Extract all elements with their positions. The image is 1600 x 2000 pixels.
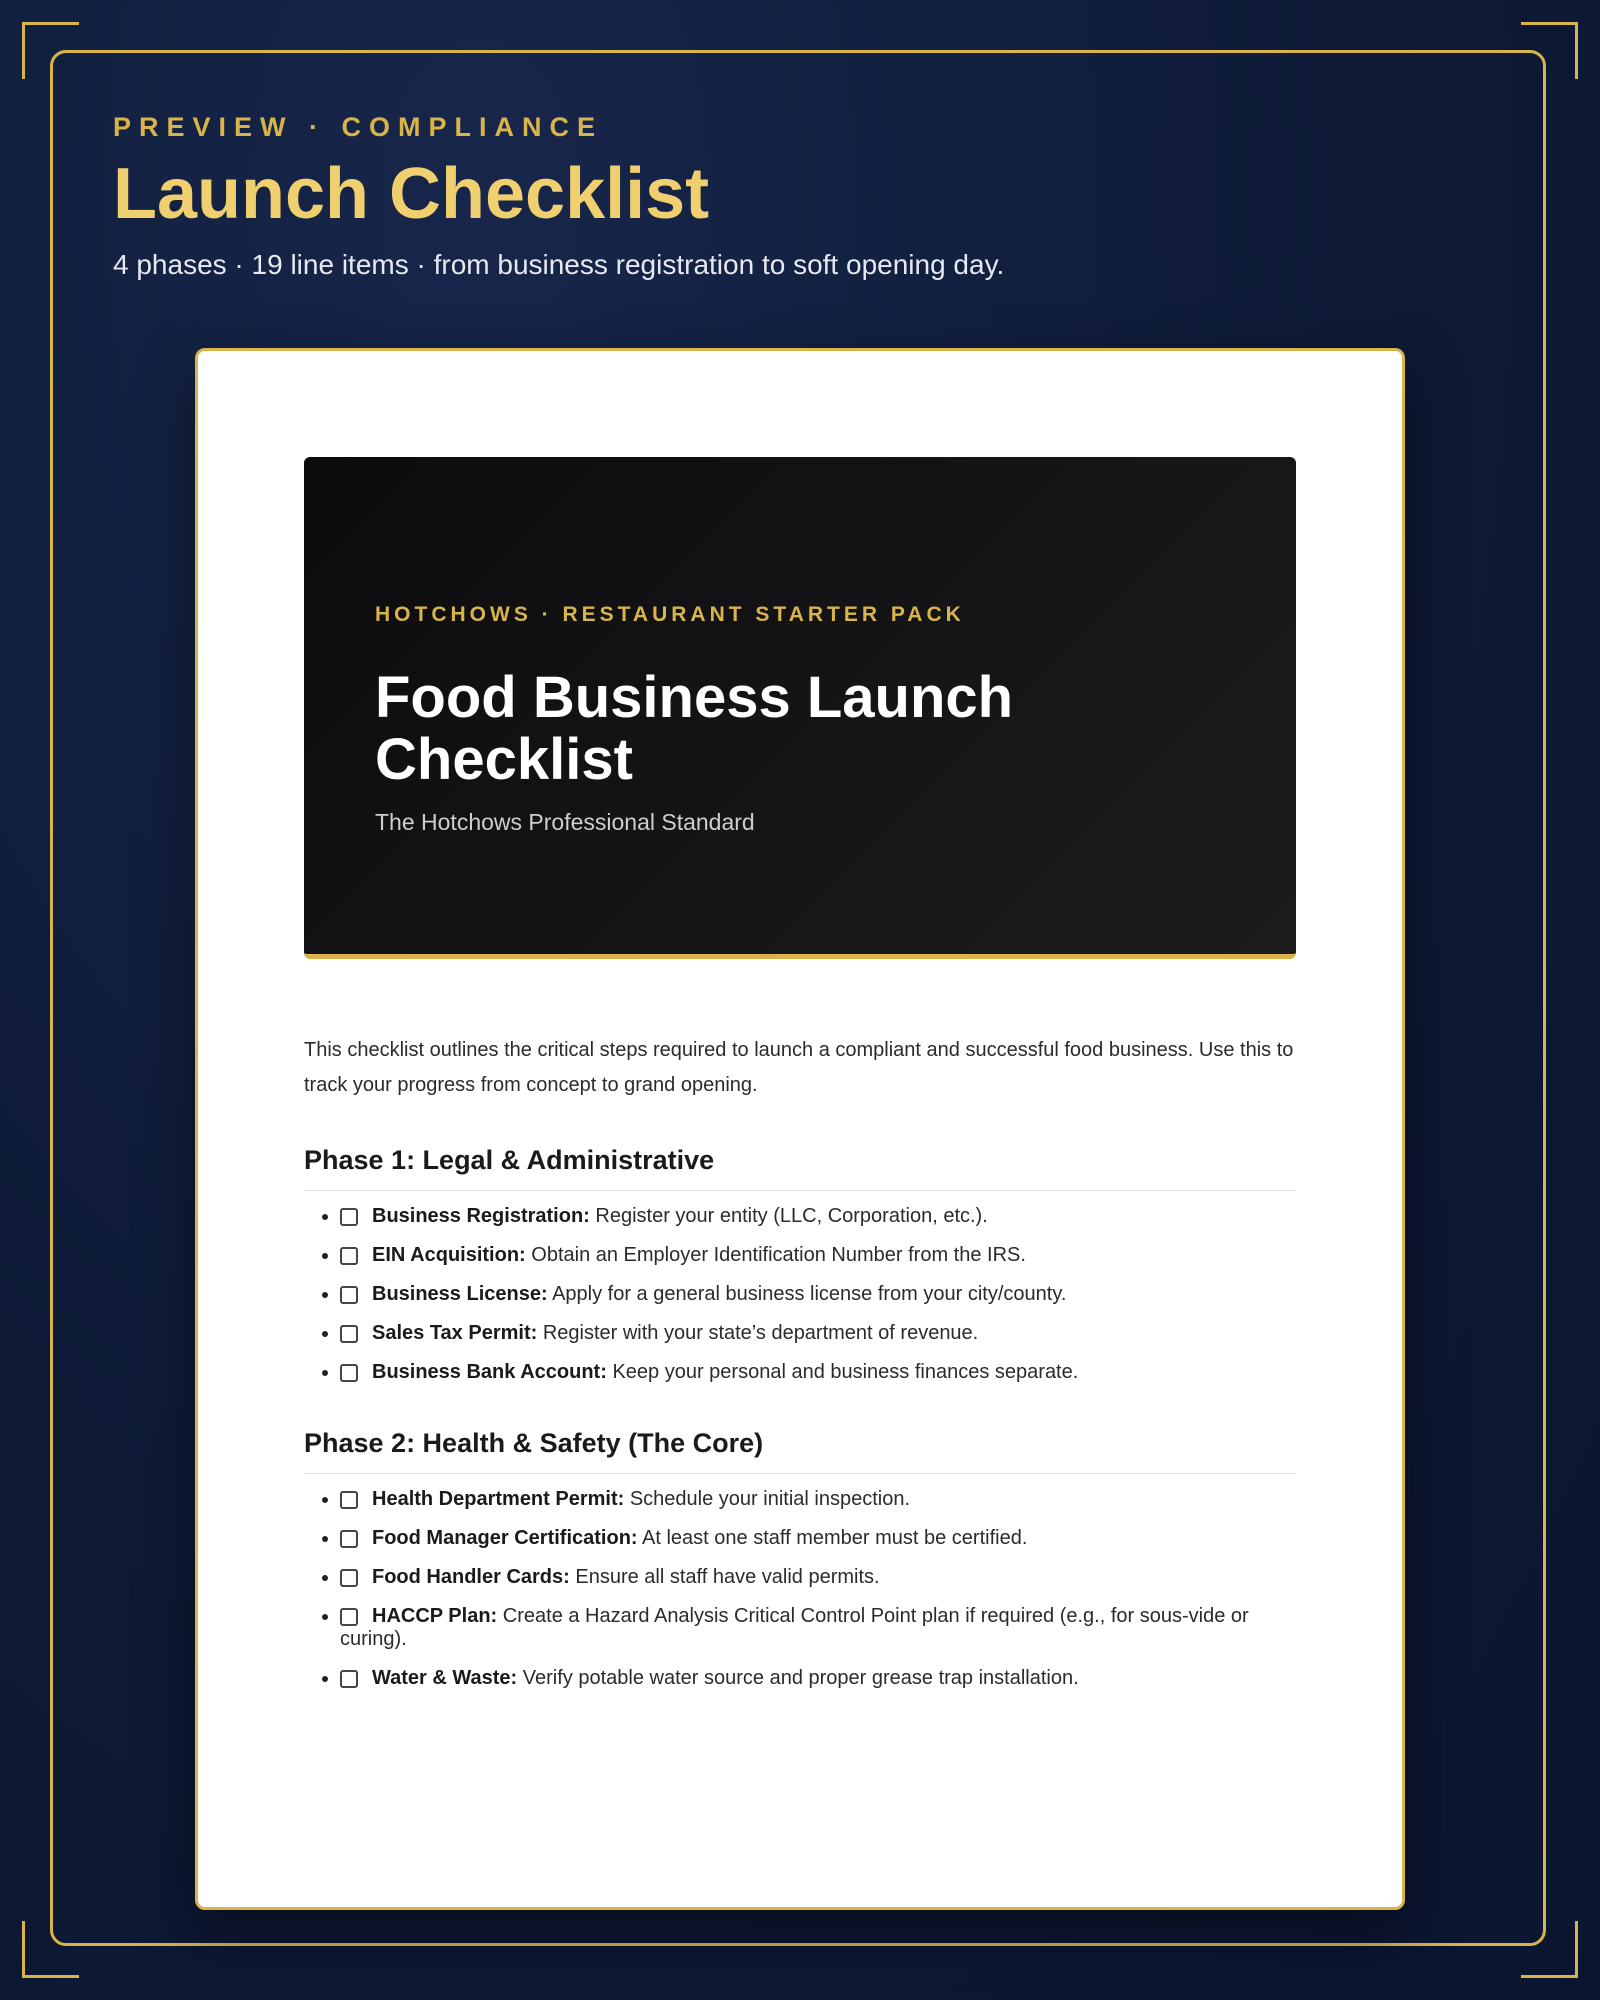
item-text: Create a Hazard Analysis Critical Control Point plan if required (e.g., for sous-vide or curing).	[340, 1605, 1249, 1650]
hero-kicker: HOTCHOWS · RESTAURANT STARTER PACK	[375, 603, 965, 626]
checklist-item	[340, 1488, 1296, 1511]
item-label: HACCP Plan:	[372, 1605, 498, 1627]
checklist	[304, 1205, 1296, 1384]
hero-subtitle: The Hotchows Professional Standard	[375, 809, 755, 835]
checklist-item	[340, 1667, 1296, 1690]
item-text: At least one staff member must be certified.	[642, 1527, 1028, 1549]
phase-section-1	[304, 1145, 1296, 1384]
item-label: Business License:	[372, 1283, 548, 1305]
page-subtitle: 4 phases · 19 line items · from business registration to soft opening day.	[113, 248, 1005, 280]
checklist-item	[340, 1361, 1296, 1384]
item-label: Food Manager Certification:	[372, 1527, 638, 1549]
item-label: EIN Acquisition:	[372, 1244, 526, 1266]
document-preview	[195, 348, 1405, 1910]
checklist-item	[340, 1527, 1296, 1550]
checklist-item	[340, 1244, 1296, 1267]
checkbox[interactable]	[340, 1608, 358, 1626]
item-text: Schedule your initial inspection.	[629, 1488, 911, 1510]
item-label: Sales Tax Permit:	[372, 1322, 538, 1344]
checkbox[interactable]	[340, 1530, 358, 1548]
phase-title: Phase 2: Health & Safety (The Core)	[304, 1428, 1296, 1474]
page-header	[113, 112, 1004, 281]
item-text: Register your entity (LLC, Corporation, etc.).	[595, 1205, 988, 1227]
checklist-item	[340, 1205, 1296, 1228]
document-content	[304, 1033, 1296, 1706]
intro-paragraph: This checklist outlines the critical steps required to launch a compliant and successful food business. Use this to track your progress from concept to grand opening.	[304, 1039, 1294, 1096]
phase-title: Phase 1: Legal & Administrative	[304, 1145, 1296, 1191]
checkbox[interactable]	[340, 1569, 358, 1587]
checkbox[interactable]	[340, 1491, 358, 1509]
document-hero-banner	[304, 457, 1296, 959]
phase-section-2	[304, 1428, 1296, 1690]
item-text: Ensure all staff have valid permits.	[575, 1566, 880, 1588]
checklist-item	[340, 1566, 1296, 1589]
item-label: Business Registration:	[372, 1205, 590, 1227]
item-label: Health Department Permit:	[372, 1488, 625, 1510]
item-label: Business Bank Account:	[372, 1361, 607, 1383]
checkbox[interactable]	[340, 1364, 358, 1382]
checkbox[interactable]	[340, 1670, 358, 1688]
item-text: Apply for a general business license from your city/county.	[552, 1283, 1067, 1305]
checkbox[interactable]	[340, 1325, 358, 1343]
page-kicker: PREVIEW · COMPLIANCE	[113, 112, 604, 142]
checkbox[interactable]	[340, 1208, 358, 1226]
hero-title: Food Business Launch Checklist	[375, 665, 1014, 792]
item-text: Obtain an Employer Identification Number from the IRS.	[531, 1244, 1026, 1266]
checklist-item	[340, 1283, 1296, 1306]
checkbox[interactable]	[340, 1247, 358, 1265]
checklist-item	[340, 1322, 1296, 1345]
item-label: Food Handler Cards:	[372, 1566, 570, 1588]
checkbox[interactable]	[340, 1286, 358, 1304]
item-text: Register with your state’s department of revenue.	[542, 1322, 979, 1344]
checklist	[304, 1488, 1296, 1690]
item-text: Verify potable water source and proper grease trap installation.	[522, 1667, 1079, 1689]
item-text: Keep your personal and business finances separate.	[612, 1361, 1079, 1383]
page-title: Launch Checklist	[113, 154, 710, 234]
checklist-item	[340, 1605, 1296, 1651]
item-label: Water & Waste:	[372, 1667, 518, 1689]
